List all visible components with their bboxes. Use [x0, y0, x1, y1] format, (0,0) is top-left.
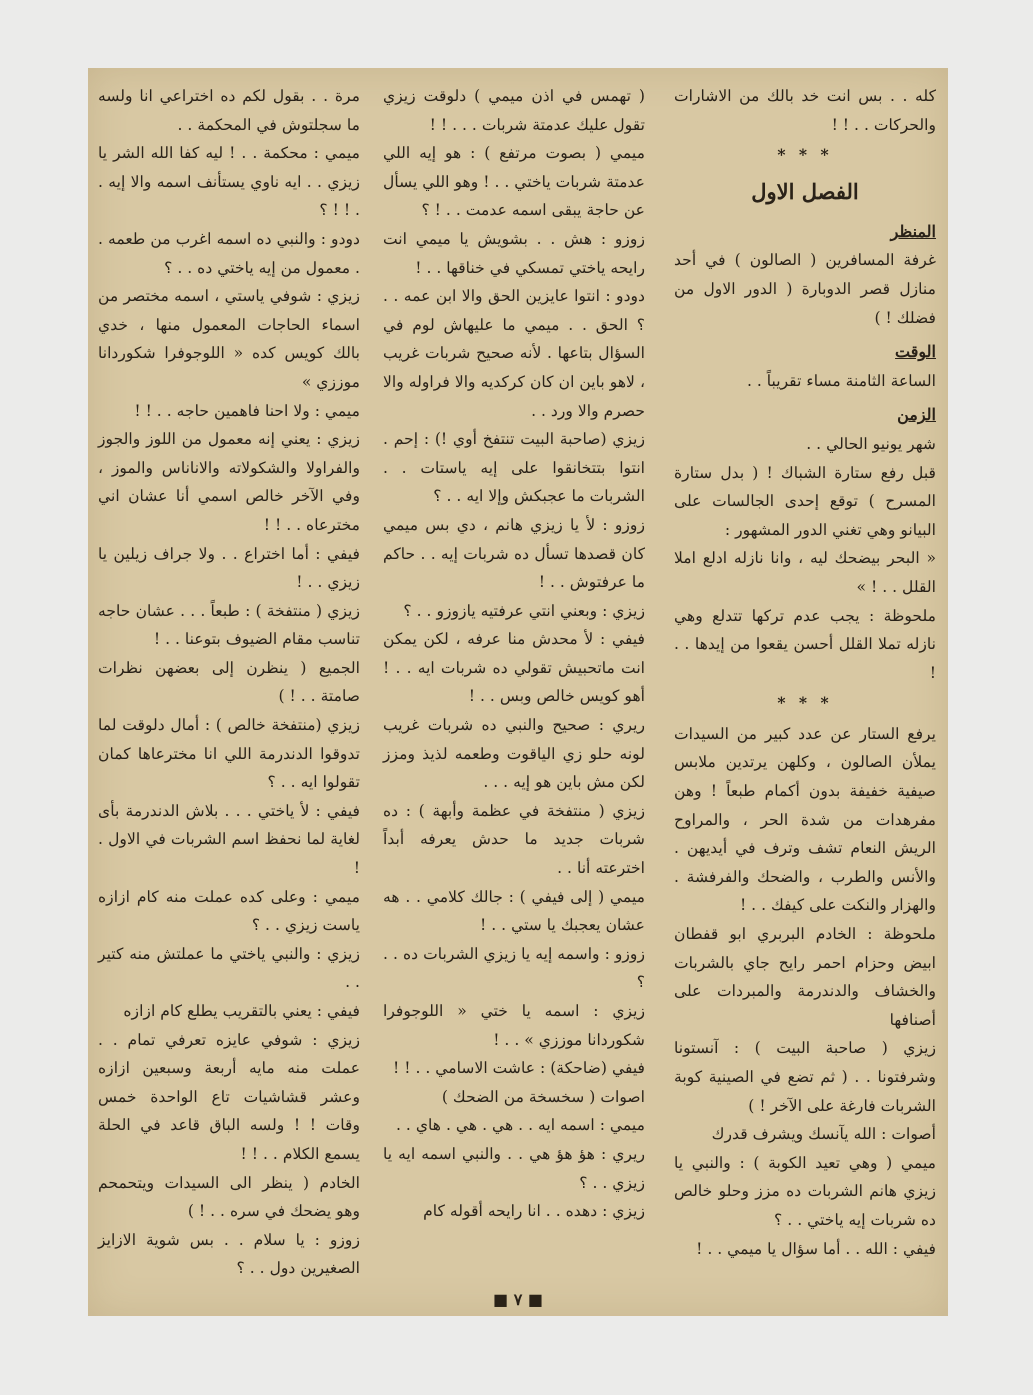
- era-heading: الزمن: [897, 405, 936, 425]
- scene-text: غرفة المسافرين ( الصالون ) في أحد منازل قصر الدوبارة ( الدور الاول من فضلك ! ): [674, 251, 936, 327]
- time-heading: الوقت: [895, 342, 936, 362]
- dialogue-line: ميمي : اسمه ايه . . هي . هي . هاي . .: [396, 1116, 645, 1135]
- section-divider: * * *: [777, 693, 833, 713]
- dialogue-line: ميمي ( بصوت مرتفع ) : هو إيه اللي عدمتة شربات ياختي . . ! وهو اللي يسأل عن حاجة يبقى اسمه عدمت . . ! ؟: [382, 144, 645, 220]
- dialogue-line: ( تهمس في اذن ميمي ) دلوقت زيزي تقول عليك عدمتة شربات . . . ! !: [383, 87, 645, 134]
- dialogue-line: فيفي : لأ محدش منا عرفه ، لكن يمكن انت ماتحبيش تقولي ده شربات ايه . . ! أهو كويس خالص وبس . . !: [383, 630, 645, 706]
- dialogue-line: زوزو : لأ يا زيزي هانم ، دي بس ميمي كان قصدها تسأل ده شربات إيه . . حاكم ما عرفتوش . . !: [383, 515, 645, 592]
- column-middle: [383, 82, 645, 1226]
- dialogue-line: زيزي (منتفخة خالص ) : أمال دلوقت لما تدوقوا الدندرمة اللي انا مخترعاها كمان تقولوا ايه . . ؟: [98, 716, 360, 792]
- dialogue-line: زوزو : هش . . بشويش يا ميمي انت رايحه ياختي تمسكي في خناقها . . !: [383, 229, 645, 277]
- dialogue-line: زيزي : شوفي عايزه تعرفي تمام . . عملت منه مايه أربعة وسبعين ازازه وعشر قشاشيات تاع الواحدة خمس وقات ! ! ولسه الباق قاعد في الحلة يسمع الكلام . . ! !: [98, 1030, 360, 1163]
- dialogue-line: زيزي (صاحبة البيت تنتفخ أوي !) : إحم . انتوا بتتخانقوا على إيه ياستات . . الشربات ما عجبكش وإلا ايه . . ؟: [383, 430, 645, 506]
- paragraph: يرفع الستار عن عدد كبير من السيدات يملأن الصالون ، وكلهن يرتدين ملابس صيفية خفيفة بدون أكمام طبعاً ! وهن مفرهدات من شدة الحر ، والمراوح الريش النعام تشف وترف في أيديهن . والأنس والطرب ، والضحك والفرفشة . والهزار والنكت على كيفك . . !: [674, 724, 936, 915]
- era-text: شهر يونيو الحالي . .: [806, 434, 936, 453]
- section-divider: * * *: [777, 145, 833, 165]
- dialogue-line: زوزو : واسمه إيه يا زيزي الشربات ده . . ؟: [383, 944, 645, 992]
- magazine-page: [88, 68, 948, 1316]
- paragraph: قبل رفع ستارة الشباك ! ( بدل ستارة المسرح ) توقع إحدى الجالسات على البيانو وهي تغني الدور المشهور :: [674, 463, 936, 539]
- dialogue-line: مرة . . بقول لكم ده اختراعي انا ولسه ما سجلتوش في المحكمة . .: [98, 87, 360, 134]
- note: ملحوظة : الخادم البربري ابو قفطان ابيض وحزام احمر رايح جاي بالشربات والخشاف والدندرمة والمبردات على أصنافها: [674, 925, 936, 1029]
- dialogue-line: زيزي : اسمه يا ختي « اللوجوفرا شكوردانا موززي » . . !: [383, 1002, 645, 1049]
- dialogue-line: زيزي ( منتفخة ) : طبعاً . . . عشان حاجه تناسب مقام الضيوف بتوعنا . . !: [98, 601, 360, 649]
- dialogue-line: فيفي : الله . . أما سؤال يا ميمي . . !: [696, 1239, 936, 1258]
- dialogue-line: ميمي ( وهي تعيد الكوبة ) : والنبي يا زيزي هانم الشربات ده مزز وحلو خالص ده شربات إيه ياختي . . ؟: [674, 1153, 936, 1229]
- dialogue-line: زوزو : يا سلام . . بس شوية الازايز الصغيرين دول . . ؟: [98, 1230, 360, 1278]
- note: ملحوظة : يجب عدم تركها تتدلع وهي نازله تملا القلل أحسن يقعوا من إيدها . . !: [674, 606, 936, 682]
- song-lyric: « البحر بيضحك ليه ، وانا نازله ادلع املا القلل . . ! »: [674, 549, 936, 596]
- dialogue-line: ميمي ( إلى فيفي ) : جالك كلامي . . هه عشان يعجبك يا ستي . . !: [383, 887, 645, 935]
- dialogue-line: زيزي : شوفي ياستي ، اسمه مختصر من اسماء الحاجات المعمول منها ، خدي بالك كويس كده « اللوجوفرا شكوردانا موززي »: [98, 287, 360, 391]
- dialogue-line: ميمي : ولا احنا فاهمين حاجه . . ! !: [134, 401, 360, 420]
- column-right: [674, 82, 936, 1263]
- dialogue-line: دودو : انتوا عايزين الحق والا ابن عمه . . ؟ الحق . . ميمي ما عليهاش لوم في السؤال بتاعها . لأنه صحيح شربات غريب ، لاهو باين ان كان كركديه والا فراوله والا حصرم والا ورد . .: [383, 287, 645, 420]
- scene-heading: المنظر: [890, 221, 936, 241]
- dialogue-line: فيفي : أما اختراع . . ولا جراف زيلين يا زيزي . . !: [98, 544, 360, 592]
- dialogue-line: زيزي : دهده . . انا رايحه أقوله كام: [423, 1202, 645, 1221]
- dialogue-line: ميمي : وعلى كده عملت منه كام ازازه ياست زيزي . . ؟: [98, 887, 360, 935]
- dialogue-line: اصوات ( سخسخة من الضحك ): [441, 1087, 645, 1106]
- dialogue-line: فيفي (ضاحكة) : عاشت الاسامي . . ! !: [393, 1059, 645, 1078]
- dialogue-line: زيزي : وبعني انتي عرفتيه يازوزو . . ؟: [403, 601, 645, 620]
- time-text: الساعة الثامنة مساء تقريباً . .: [746, 371, 936, 390]
- paragraph: كله . . بس انت خد بالك من الاشارات والحركات . . ! !: [674, 87, 936, 134]
- dialogue-line: فيفي : يعني بالتقريب يطلع كام ازازه: [123, 1002, 360, 1020]
- dialogue-line: ريري : صحيح والنبي ده شربات غريب لونه حلو زي الياقوت وطعمه لذيذ ومزز لكن مش باين هو إيه . . .: [383, 716, 645, 792]
- dialogue-line: دودو : والنبي ده اسمه اغرب من طعمه . . معمول من إيه ياختي ده . . ؟: [98, 229, 360, 277]
- dialogue-line: أصوات : الله يآنسك ويشرف قدرك: [711, 1125, 936, 1144]
- dialogue-line: زيزي : يعني إنه معمول من اللوز والجوز والفراولا والشكولاته والاناناس والموز ، وفي الآخر خالص اسمي أنا عشان اني مخترعاه . . ! !: [98, 430, 360, 534]
- act-title: الفصل الاول: [751, 178, 859, 204]
- dialogue-line: ميمي : محكمة . . ! ليه كفا الله الشر يا زيزي . . ايه ناوي يستأنف اسمه والا إيه . . ! ! ؟: [98, 144, 360, 220]
- dialogue-line: زيزي : والنبي ياختي ما عملتش منه كتير . .: [98, 944, 360, 992]
- column-left: [98, 82, 360, 1283]
- dialogue-line: زيزي ( صاحبة البيت ) : آنستونا وشرفتونا . . ( ثم تضع في الصينية كوبة الشربات فارغة على الآخر ! ): [674, 1039, 936, 1115]
- dialogue-line: فيفي : لأ ياختي . . . بلاش الدندرمة بأى لغاية لما نحفظ اسم الشربات في الاول . !: [98, 801, 360, 878]
- dialogue-line: الجميع ( ينظرن إلى بعضهن نظرات صامتة . . ! ): [98, 658, 360, 706]
- page-number: ■ ٧ ■: [493, 1290, 543, 1309]
- dialogue-line: الخادم ( ينظر الى السيدات ويتحمحم وهو يضحك في سره . . ! ): [98, 1173, 360, 1221]
- dialogue-line: ريري : هؤ هؤ هي . . والنبي اسمه ايه يا زيزي . . ؟: [383, 1144, 645, 1192]
- dialogue-line: زيزي ( منتفخة في عظمة وأبهة ) : ده شربات جديد ما حدش يعرفه أبداً اخترعته أنا . .: [383, 801, 645, 878]
